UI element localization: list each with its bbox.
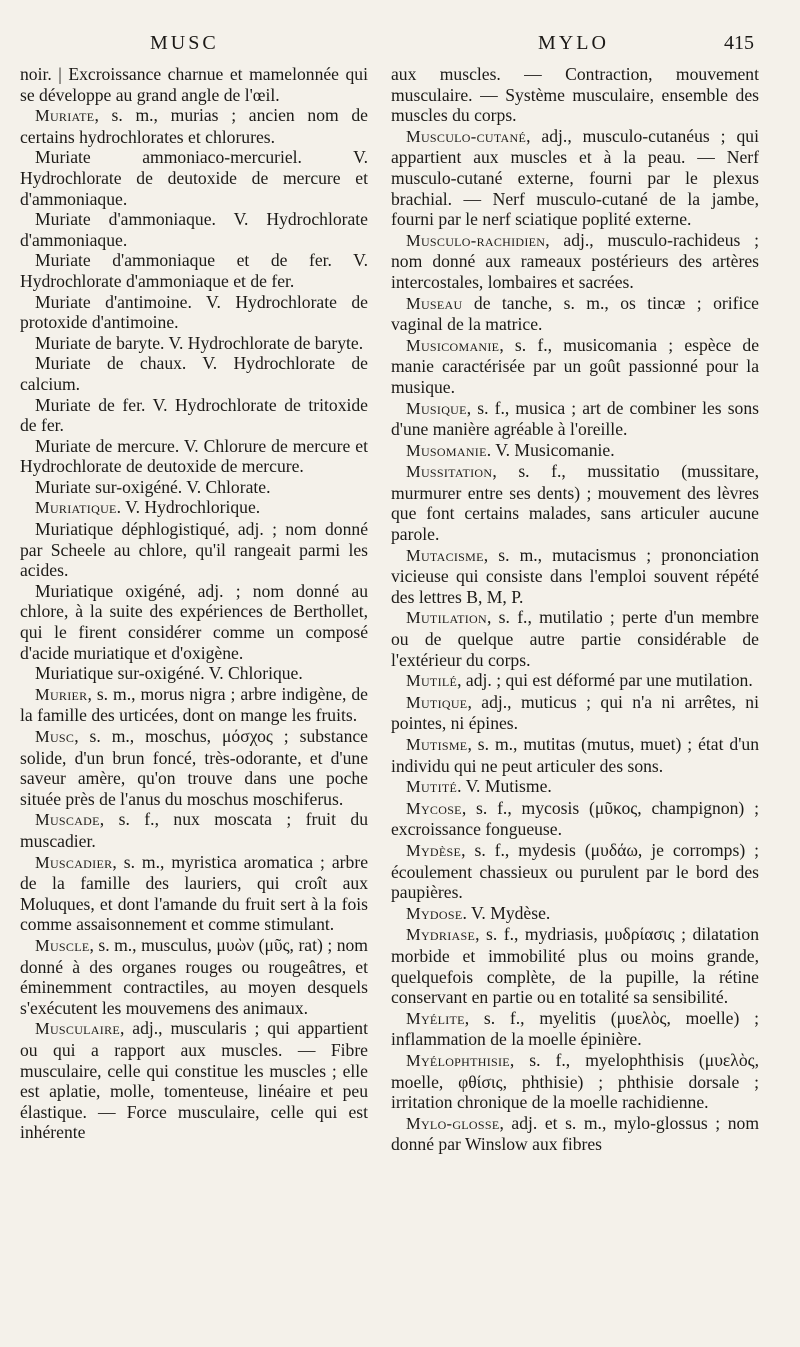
entry-headword: Mussitation <box>406 462 493 482</box>
dictionary-entry <box>20 663 368 684</box>
entry-headword: Musculo-rachidien <box>406 230 546 250</box>
dictionary-entry <box>391 840 759 903</box>
entry-headword: Muscle <box>35 935 90 955</box>
entry-text: , s. m., murias ; ancien nom de certains hydrochlorates et chlorures. <box>20 105 368 147</box>
entry-text: , s. f., mydesis (μυδάω, je corromps) ; écoulement chassieux ou purulent par le bord des paupières. <box>391 839 759 903</box>
entry-headword: Mutique <box>406 692 468 712</box>
dictionary-entry <box>20 333 368 354</box>
dictionary-entry <box>20 292 368 333</box>
dictionary-entry <box>20 477 368 498</box>
entry-text: , s. m., musculus, μυὼν (μῦς, rat) ; nom donné à des organes rouges ou rougeâtres, et éminemment contractiles, au moyen desquels s'exécutent les mouvemens des animaux. <box>20 934 368 1018</box>
entry-text: . V. Mydèse. <box>462 902 551 923</box>
entry-text: Muriatique déphlogistiqué, adj. ; nom donné par Scheele au chlore, qu'il rangeait parmi les acides. <box>20 519 368 581</box>
dictionary-entry <box>391 903 759 925</box>
entry-headword: Musc <box>35 727 75 746</box>
entry-headword: Mutilation <box>406 608 487 628</box>
dictionary-entry <box>20 1018 368 1143</box>
header-right-word: MYLO <box>538 32 609 54</box>
dictionary-entry <box>20 395 368 436</box>
entry-headword: Muscade <box>35 810 100 830</box>
dictionary-entry <box>20 726 368 809</box>
entry-text: , s. f., mydriasis, μυδρίασις ; dilatation morbide et immobilité plus ou moins grande, quelquefois complète, de la pupille, la rétine conservant en partie ou en totalité sa sensibilité. <box>391 924 759 1008</box>
left-column <box>20 64 368 1143</box>
dictionary-entry <box>391 545 759 608</box>
entry-headword: Muriatique <box>35 498 117 518</box>
dictionary-entry <box>391 335 759 398</box>
entry-headword: Mylo-glosse <box>406 1113 500 1133</box>
entry-text: , adj., muticus ; qui n'a ni arrêtes, ni pointes, ni épines. <box>391 691 759 734</box>
entry-text: , s. m., moschus, μόσχος ; substance solide, d'un brun foncé, très-odorante, et d'une saveur amère, qu'on trouve dans une poche située près de l'anus du moschus moschiferus. <box>20 726 368 809</box>
entry-text: Muriatique oxigéné, adj. ; nom donné au chlore, à la suite des expériences de Berthollet, qui le firent considérer comme un composé d'acide muriatique et d'oxigène. <box>20 580 368 663</box>
entry-text: , s. f., musicomania ; espèce de manie caractérisée par un goût passionné pour la musique. <box>391 334 759 397</box>
dictionary-entry <box>391 64 759 126</box>
dictionary-entry <box>20 105 368 147</box>
entry-headword: Myélophthisie <box>406 1050 510 1070</box>
entry-headword: Musique <box>406 398 467 418</box>
entry-text: . V. Musicomanie. <box>486 439 615 460</box>
entry-headword: Mycose <box>406 798 462 818</box>
entry-text: , s. m., morus nigra ; arbre indigène, de la famille des urticées, dont on mange les fruits. <box>20 683 368 726</box>
entry-text: , adj., muscularis ; qui appartient ou qui a rapport aux muscles. — Fibre musculaire, celle qui constitue les muscles ; elle est aplatie, molle, tomenteuse, linéaire et peu élastique. — Force musculaire, celle qui est inhérente <box>20 1018 368 1143</box>
dictionary-entry <box>391 734 759 776</box>
entry-text: , adj. et s. m., mylo-glossus ; nom donné par Winslow aux fibres <box>391 1112 759 1155</box>
dictionary-entry <box>391 1050 759 1113</box>
page-number: 415 <box>724 32 754 54</box>
entry-text: Muriate de chaux. V. Hydrochlorate de calcium. <box>20 353 368 394</box>
dictionary-entry <box>20 497 368 519</box>
entry-headword: Musomanie <box>406 440 487 460</box>
entry-headword: Muscadier <box>35 852 113 872</box>
running-header <box>0 32 800 62</box>
entry-headword: Mydriase <box>406 925 476 945</box>
dictionary-entry <box>391 440 759 462</box>
dictionary-entry <box>391 230 759 293</box>
dictionary-entry <box>391 798 759 840</box>
entry-headword: Myélite <box>406 1008 465 1028</box>
dictionary-entry <box>20 64 368 105</box>
entry-headword: Musculaire <box>35 1019 121 1039</box>
dictionary-entry <box>20 519 368 581</box>
right-column <box>391 64 759 1155</box>
entry-text: , s. f., myelophthisis (μυελὸς, moelle, φθίσις, phthisie) ; phthisie dorsale ; irritation chronique de la moelle rachidienne. <box>391 1049 759 1113</box>
entry-text: Muriate de fer. V. Hydrochlorate de tritoxide de fer. <box>20 394 368 436</box>
dictionary-entry <box>20 353 368 394</box>
dictionary-entry <box>391 607 759 670</box>
entry-headword: Muriate <box>35 106 95 126</box>
dictionary-entry <box>391 293 759 335</box>
entry-headword: Mutisme <box>406 735 468 754</box>
dictionary-entry <box>391 924 759 1007</box>
dictionary-entry <box>391 461 759 544</box>
entry-text: , s. f., musica ; art de combiner les sons d'une manière agréable à l'oreille. <box>391 397 759 440</box>
entry-text: , s. f., myelitis (μυελὸς, moelle) ; inflammation de la moelle épinière. <box>391 1007 759 1050</box>
entry-text: , adj. ; qui est déformé par une mutilation. <box>457 670 753 691</box>
dictionary-entry <box>20 581 368 663</box>
entry-headword: Mutacisme <box>406 545 484 565</box>
entry-text: de tanche, s. m., os tincæ ; orifice vaginal de la matrice. <box>391 292 759 335</box>
entry-text: , s. f., nux moscata ; fruit du muscadier. <box>20 809 368 851</box>
entry-headword: Mutilé <box>406 671 458 691</box>
entry-text: , s. f., mycosis (μῦκος, champignon) ; excroissance fongueuse. <box>391 797 759 840</box>
dictionary-entry <box>391 1008 759 1050</box>
header-left-word: MUSC <box>150 32 219 54</box>
dictionary-entry <box>391 1113 759 1155</box>
entry-text: , s. m., myristica aromatica ; arbre de la famille des lauriers, qui croît aux Moluques, et dont l'amande du fruit sert à la fois comme assaisonnement et comme stimulant. <box>20 851 368 935</box>
dictionary-entry <box>391 398 759 440</box>
entry-text: , s. f., mutilatio ; perte d'un membre ou de quelque autre partie considérable de l'extérieur du corps. <box>391 607 759 670</box>
entry-text: Muriate de mercure. V. Chlorure de mercure et Hydrochlorate de deutoxide de mercure. <box>20 435 368 477</box>
dictionary-entry <box>20 436 368 477</box>
entry-text: Muriate d'ammoniaque. V. Hydrochlorate d'ammoniaque. <box>20 209 368 250</box>
entry-headword: Mydèse <box>406 840 462 860</box>
entry-text: , s. m., mutacismus ; prononciation vicieuse qui consiste dans l'emploi souvent répété des lettres B, M, P. <box>391 544 759 607</box>
dictionary-entry <box>20 809 368 851</box>
entry-text: . V. Hydrochlorique. <box>116 497 261 518</box>
entry-text: Muriatique sur-oxigéné. V. Chlorique. <box>35 663 303 684</box>
entry-text: , adj., musculo-cutanéus ; qui appartient aux muscles et à la peau. — Nerf musculo-cutané externe, fourni par le plexus brachial. — Nerf musculo-cutané de la jambe, fourni par le nerf sciatique poplité externe. <box>391 125 759 230</box>
entry-headword: Museau <box>406 293 463 313</box>
dictionary-entry <box>20 147 368 209</box>
entry-text: Muriate d'ammoniaque et de fer. V. Hydrochlorate d'ammoniaque et de fer. <box>20 250 368 291</box>
entry-text: , s. f., mussitatio (mussitare, murmurer entre ses dents) ; mouvement des lèvres que font certains malades, sans articuler aucune parole. <box>391 461 759 545</box>
dictionary-entry <box>391 126 759 230</box>
dictionary-entry <box>20 684 368 726</box>
dictionary-entry <box>391 670 759 692</box>
entry-text: , adj., musculo-rachideus ; nom donné aux rameaux postérieurs des artères intercostales, lombaires et sacrées. <box>391 229 759 292</box>
entry-headword: Musculo-cutané <box>406 126 527 146</box>
entry-text: Muriate de baryte. V. Hydrochlorate de baryte. <box>35 332 364 353</box>
entry-text: Muriate sur-oxigéné. V. Chlorate. <box>35 476 271 497</box>
entry-text: , s. m., mutitas (mutus, muet) ; état d'un individu qui ne peut articuler des sons. <box>391 734 759 776</box>
dictionary-entry <box>20 852 368 935</box>
entry-headword: Mutité <box>406 777 458 797</box>
entry-headword: Murier <box>35 684 88 704</box>
entry-headword: Musicomanie <box>406 335 500 355</box>
entry-text: noir. | Excroissance charnue et mamelonnée qui se développe au grand angle de l'œil. <box>20 64 368 105</box>
dictionary-entry <box>20 209 368 250</box>
dictionary-entry <box>20 250 368 291</box>
dictionary-entry <box>391 692 759 734</box>
entry-text: Muriate ammoniaco-mercuriel. V. Hydrochlorate de deutoxide de mercure et d'ammoniaque. <box>20 147 368 209</box>
dictionary-entry <box>20 935 368 1018</box>
entry-text: aux muscles. — Contraction, mouvement musculaire. — Système musculaire, ensemble des muscles du corps. <box>391 64 759 126</box>
entry-text: Muriate d'antimoine. V. Hydrochlorate de protoxide d'antimoine. <box>20 291 368 333</box>
entry-headword: Mydose <box>406 903 463 923</box>
dictionary-entry <box>391 776 759 798</box>
entry-text: . V. Mutisme. <box>457 776 552 797</box>
